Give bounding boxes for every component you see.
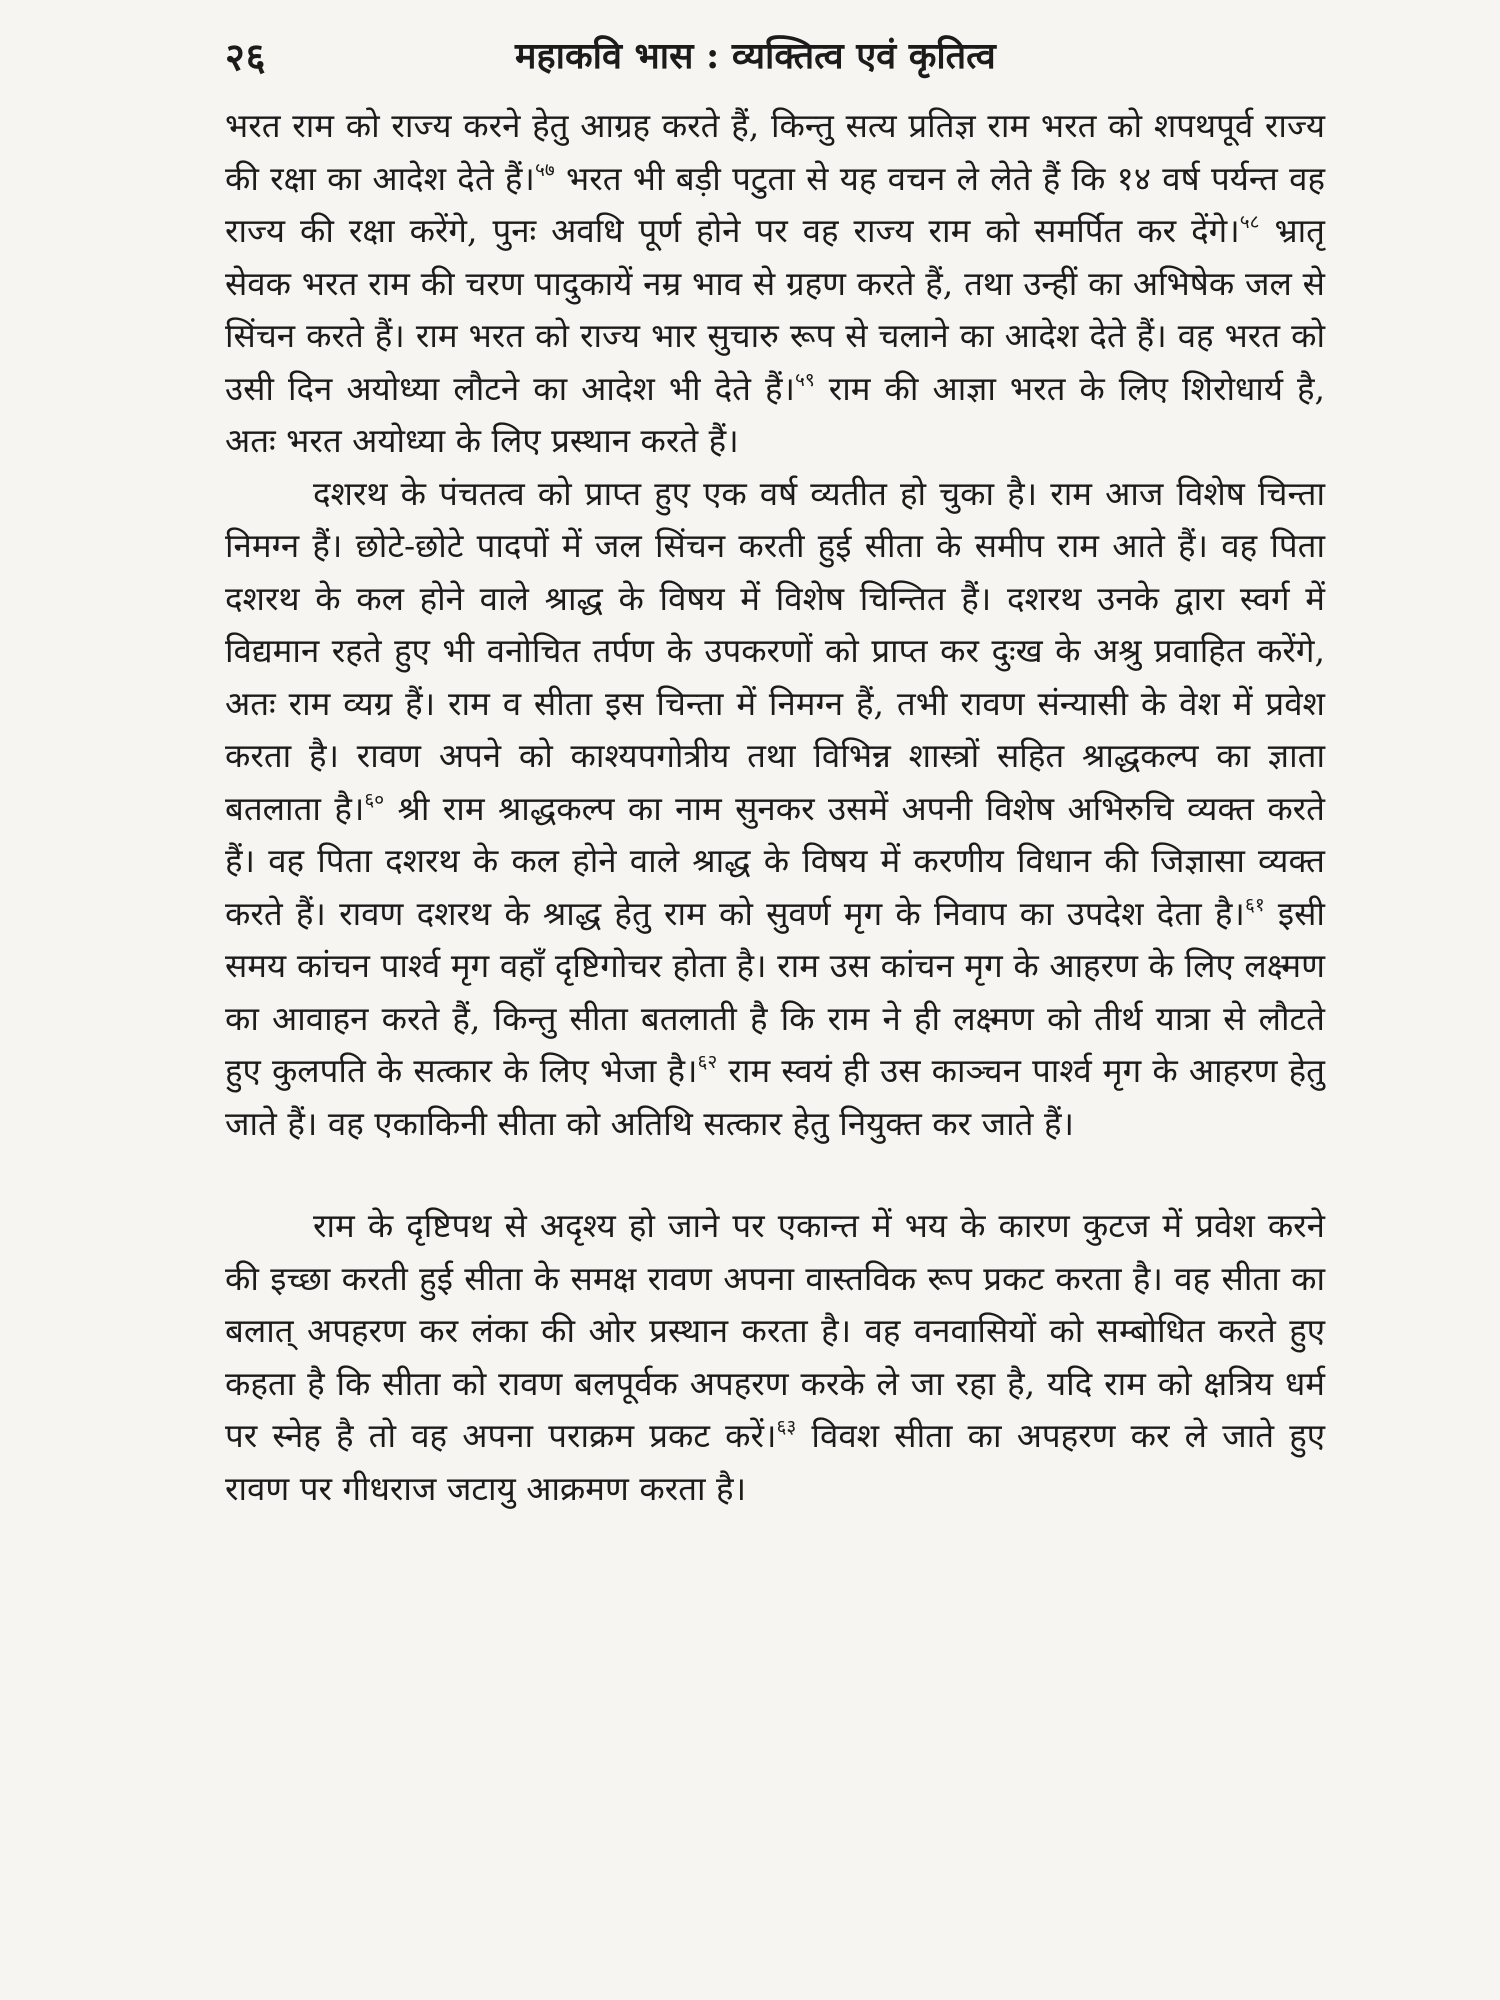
paragraph-1-text-2: भरत भी बड़ी पटुता से यह वचन ले लेते हैं कि १४ वर्ष पर्यन्त वह राज्य की रक्षा करेंगे, पुनः अवधि पूर्ण होने पर वह राज्य राम को समर्पित कर देंगे। [225, 158, 1325, 250]
paragraph-2-text-4: राम स्वयं ही उस काञ्चन पार्श्व मृग के आहरण हेतु जाते हैं। वह एकाकिनी सीता को अतिथि सत्कार हेतु नियुक्त कर जाते हैं। [225, 1051, 1325, 1143]
paragraph-2 [225, 468, 1325, 1151]
paragraph-1-text-1: भरत राम को राज्य करने हेतु आग्रह करते हैं, किन्तु सत्य प्रतिज्ञ राम भरत को शपथपूर्व राज्य की रक्षा का आदेश देते हैं। [225, 106, 1325, 198]
footnote-ref-59: ५९ [794, 368, 815, 391]
paragraph-3 [225, 1200, 1325, 1515]
footnote-ref-61: ६१ [1244, 893, 1265, 916]
paragraph-2-text-1: दशरथ के पंचतत्व को प्राप्त हुए एक वर्ष व्यतीत हो चुका है। राम आज विशेष चिन्ता निमग्न हैं। छोटे-छोटे पादपों में जल सिंचन करती हुई सीता के समीप राम आते हैं। वह पिता दशरथ के कल होने वाले श्राद्ध के विषय में विशेष चिन्तित हैं। दशरथ उनके द्वारा स्वर्ग में विद्यमान रहते हुए भी वनोचित तर्पण के उपकरणों को प्राप्त कर दुःख के अश्रु प्रवाहित करेंगे, अतः राम व्यग्र हैं। राम व सीता इस चिन्ता में निमग्न हैं, तभी रावण संन्यासी के वेश में प्रवेश करता है। रावण अपने को काश्यपगोत्रीय तथा विभिन्न शास्त्रों सहित श्राद्धकल्प का ज्ञाता बतलाता है। [225, 473, 1325, 828]
footnote-ref-63: ६३ [776, 1416, 797, 1438]
footnote-ref-62: ६२ [697, 1051, 718, 1073]
footnote-ref-58: ५८ [1239, 211, 1260, 233]
footnote-ref-60: ६० [364, 788, 385, 811]
body-text [225, 100, 1325, 1515]
paragraph-2-text-3: इसी समय कांचन पार्श्व मृग वहाँ दृष्टिगोचर होता है। राम उस कांचन मृग के आहरण के लिए लक्ष्मण का आवाहन करते हैं, किन्तु सीता बतलाती है कि राम ने ही लक्ष्मण को तीर्थ यात्रा से लौटते हुए कुलपति के सत्कार के लिए भेजा है। [225, 893, 1325, 1090]
paragraph-1-text-3: भ्रातृ सेवक भरत राम की चरण पादुकायें नम्र भाव से ग्रहण करते हैं, तथा उन्हीं का अभिषेक जल से सिंचन करते हैं। राम भरत को राज्य भार सुचारु रूप से चलाने का आदेश देते हैं। वह भरत को उसी दिन अयोध्या लौटने का आदेश भी देते हैं। [225, 211, 1325, 408]
paragraph-3-text-2: विवश सीता का अपहरण कर ले जाते हुए रावण पर गीधराज जटायु आक्रमण करता है। [225, 1416, 1325, 1508]
paragraph-1-text-4: राम की आज्ञा भरत के लिए शिरोधार्य है, अतः भरत अयोध्या के लिए प्रस्थान करते हैं। [225, 368, 1325, 460]
paragraph-3-text-1: राम के दृष्टिपथ से अदृश्य हो जाने पर एकान्त में भय के कारण कुटज में प्रवेश करने की इच्छा करती हुई सीता के समक्ष रावण अपना वास्तविक रूप प्रकट करता है। वह सीता का बलात् अपहरण कर लंका की ओर प्रस्थान करता है। वह वनवासियों को सम्बोधित करते हुए कहता है कि सीता को रावण बलपूर्वक अपहरण करके ले जा रहा है, यदि राम को क्षत्रिय धर्म पर स्नेह है तो वह अपना पराक्रम प्रकट करें। [225, 1206, 1325, 1455]
footnote-ref-57: ५७ [534, 158, 555, 181]
running-title: महाकवि भास : व्यक्तित्व एवं कृतित्व [515, 35, 996, 77]
paragraph-1 [225, 100, 1325, 468]
paragraph-2-text-2: श्री राम श्राद्धकल्प का नाम सुनकर उसमें अपनी विशेष अभिरुचि व्यक्त करते हैं। वह पिता दशरथ के कल होने वाले श्राद्ध के विषय में करणीय विधान की जिज्ञासा व्यक्त करते हैं। रावण दशरथ के श्राद्ध हेतु राम को सुवर्ण मृग के निवाप का उपदेश देता है। [225, 788, 1325, 933]
page-header [225, 30, 1325, 90]
page-number: २६ [225, 34, 267, 79]
